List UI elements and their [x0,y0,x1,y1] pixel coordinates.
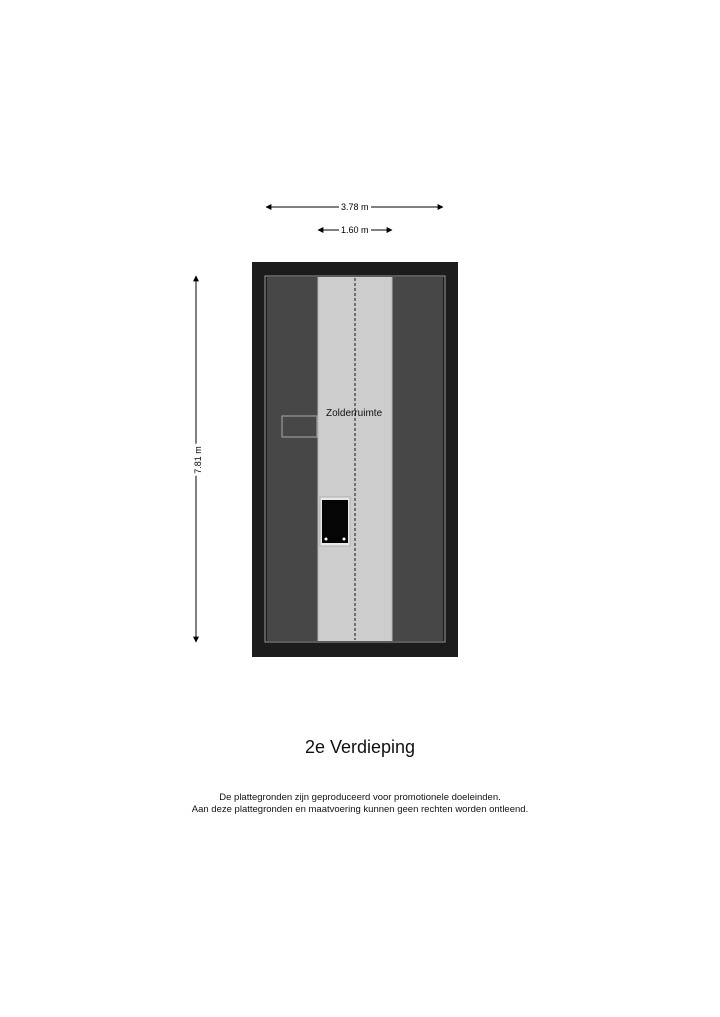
roof-slope-right [392,277,443,641]
roof-slope-left [267,277,318,641]
disclaimer-line-1: De plattegronden zijn geproduceerd voor promotionele doeleinden. [219,792,501,803]
disclaimer-line-2: Aan deze plattegronden en maatvoering kunnen geen rechten worden ontleend. [191,804,529,815]
hatch-hinge-right [343,538,346,541]
stair-hatch [322,500,348,543]
room-label-attic: Zolderruimte [326,408,383,419]
dimension-label-width: 3.78 m [341,202,369,212]
dimension-label-inner-width: 1.60 m [341,225,369,235]
hatch-hinge-left [325,538,328,541]
dimension-label-height: 7.81 m [192,446,203,474]
floor-title: 2e Verdieping [304,737,416,757]
roof-window [282,416,317,437]
